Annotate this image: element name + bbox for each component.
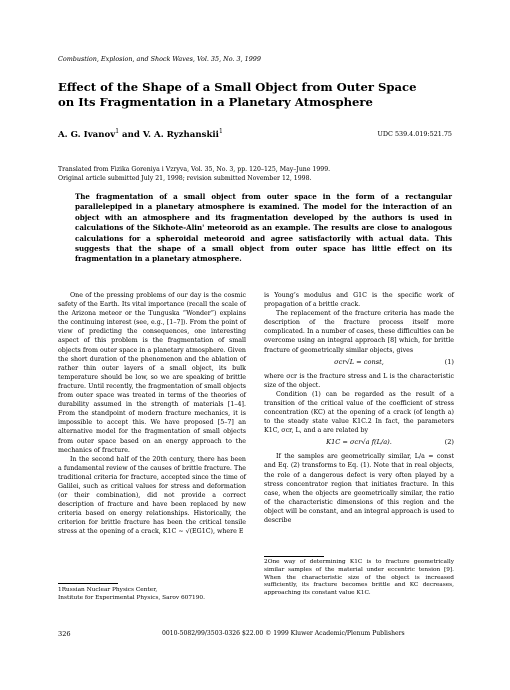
- journal-citation: Combustion, Explosion, and Shock Waves, Vol. 35, No. 3, 1999: [58, 55, 261, 63]
- right-column: [264, 291, 454, 525]
- author-list: [58, 128, 223, 140]
- paragraph: is Young’s modulus and G1C is the specific work of propagation of a brittle crack.: [264, 292, 454, 309]
- footnote-rule: [58, 583, 118, 584]
- equation-2: [264, 438, 454, 449]
- equation-expression: σcr√L = const,: [334, 357, 384, 366]
- author-conjunction: and: [119, 129, 143, 140]
- paragraph: Condition (1) can be regarded as the result of a transition of the critical value of the coefficient of stress concentration (KC) at the opening of a crack (of length a) to the steady state value K1C.2 In fact, the parameters K1C, σcr, L, and a are related by: [264, 390, 454, 435]
- author-2-affiliation-mark: 1: [218, 128, 223, 135]
- title-line-1: Effect of the Shape of a Small Object from Outer Space: [58, 80, 417, 94]
- left-column: [58, 291, 246, 537]
- paragraph: where σcr is the fracture stress and L is the characteristic size of the object.: [264, 372, 454, 389]
- translation-source: Translated from Fizika Goreniya i Vzryva, Vol. 35, No. 3, pp. 120–125, May–June 1999.: [58, 166, 331, 173]
- author-1-affiliation-mark: 1: [115, 128, 120, 135]
- submission-dates: Original article submitted July 21, 1998; revision submitted November 12, 1998.: [58, 175, 312, 183]
- author-1: A. G. Ivanov: [58, 129, 116, 140]
- translation-note: [58, 165, 458, 183]
- copyright-line: 0010-5082/99/3503-0326 $22.00 © 1999 Kluwer Academic/Plenum Publishers: [162, 630, 405, 637]
- equation-number: (1): [444, 357, 454, 366]
- udc-code: UDC 539.4.019:521.75: [377, 130, 452, 138]
- title-line-2: on Its Fragmentation in a Planetary Atmosphere: [58, 94, 373, 109]
- paragraph: The replacement of the fracture criteria has made the description of the fracture process itself more complicated. In a number of cases, these difficulties can be overcome using an integral approach [8] which, for brittle fracture of geometrically similar objects, gives: [264, 310, 454, 354]
- article-title: [58, 80, 458, 109]
- paragraph: If the samples are geometrically similar, L/a = const and Eq. (2) transforms to Eq. (1). Note that in real objects, the role of a dangerous defect is very often played by a stress concentrator region that initiates fracture. In this case, when the objects are geometrically similar, the ratio of the characteristic dimensions of this region and the object will be constant, and an integral approach is used to describe: [264, 453, 454, 524]
- affiliation-footnote: [58, 583, 246, 602]
- equation-number: (2): [444, 438, 454, 447]
- equation-1: [264, 358, 454, 369]
- footnote-line: 1Russian Nuclear Physics Center,: [58, 587, 158, 593]
- equation-expression: K1C = σcr√a f(L/a).: [326, 438, 392, 447]
- method-footnote: [264, 556, 454, 598]
- footnote-text: 2One way of determining K1C is to fracture geometrically similar samples of the material under eccentric tension [9]. When the characteristic size of the object is increased sufficiently, its fracture becomes brittle and KC decreases, approaching its constant value K1C.: [264, 559, 454, 597]
- paragraph: One of the pressing problems of our day is the cosmic safety of the Earth. Its vital importance (recall the scale of the Arizona meteor or the Tunguska “Wonder”) explains the continuing interest (see, e.g., [1–7]). From the point of view of predicting the consequences, one interesting aspect of this problem is the fragmentation of small objects from outer space in a planetary atmosphere. Given the short duration of the phenomenon and the ablation of rather thin outer layers of a small object, its bulk temperature should be low, so we are speaking of brittle fracture. Until recently, the fragmentation of small objects from outer space was treated in terms of the theories of durability assumed in the strength of materials [1–4]. From the standpoint of modern fracture mechanics, it is impossible to accept this. We have proposed [5–7] an alternative model for the fragmentation of small objects from outer space based on an energy approach to the mechanics of fracture.: [58, 292, 246, 454]
- author-2: V. A. Ryzhanskii: [142, 129, 219, 140]
- footnote-line: Institute for Experimental Physics, Sarov 607190.: [58, 595, 205, 601]
- page-number: 326: [58, 630, 71, 638]
- footnote-rule: [264, 556, 324, 557]
- paragraph: In the second half of the 20th century, there has been a fundamental review of the causes of brittle fracture. The traditional criteria for fracture, accepted since the time of Galilei, such as critical values for stress and deformation (or their combination), did not provide a correct description of fracture and have been replaced by new criteria based on energy relationships. Historically, the criterion for brittle fracture has been the critical tensile stress at the opening of a crack, K1C ∼ √(EG1C), where E: [58, 455, 246, 536]
- abstract: The fragmentation of a small object from outer space in the form of a rectangular parallelepiped in a planetary atmosphere is examined. The model for the interaction of an object with an atmosphere and its fragmentation developed by the authors is used in calculations of the Sikhote-Alin' meteoroid as an example. The results are close to analogous calculations for a spheroidal meteoroid and agree satisfactorily with actual data. This suggests that the shape of a small object from outer space has little effect on its fragmentation in a planetary atmosphere.: [75, 192, 452, 264]
